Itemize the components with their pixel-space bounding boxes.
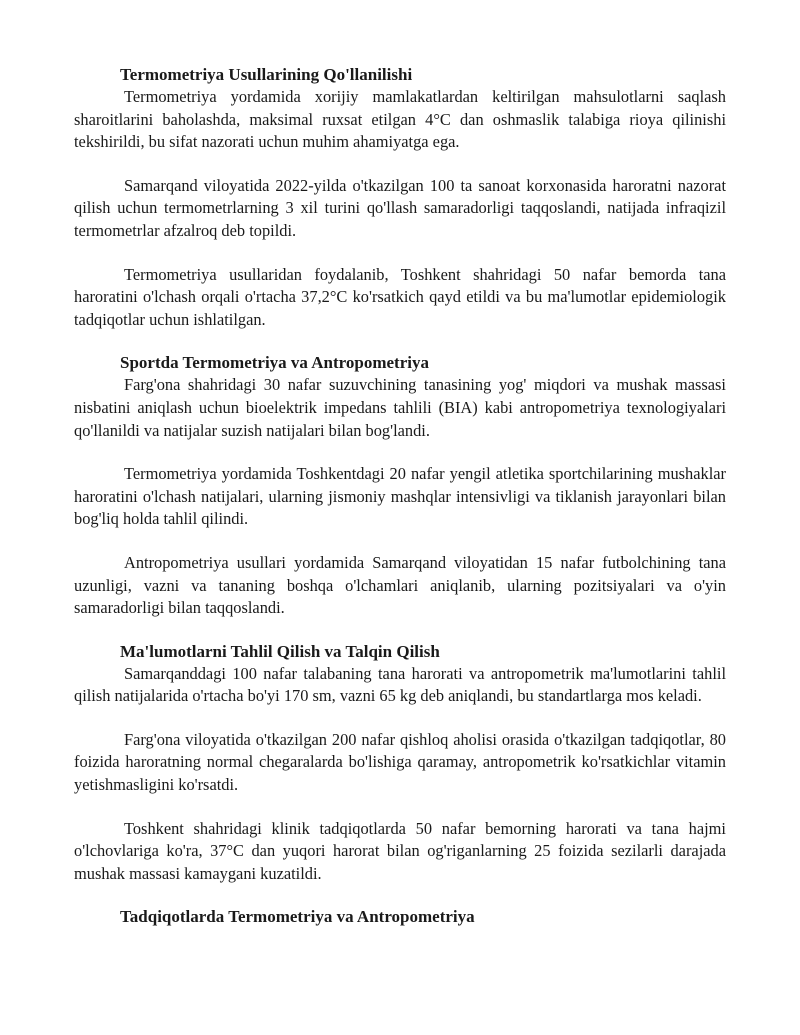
paragraph: Samarqand viloyatida 2022-yilda o'tkazilgan 100 ta sanoat korxonasida haroratni nazorat qilish uchun termometrlarning 3 xil turini qo'llash samaradorligi taqqoslandi, natijada infraqizil termometrlar afzalroq deb topildi. — [74, 175, 726, 240]
paragraph: Farg'ona viloyatida o'tkazilgan 200 nafar qishloq aholisi orasida o'tkazilgan tadqiqotlar, 80 foizida haroratning normal chegaralarda bo'lishiga qaramay, antropometrik ko'rsatkichlar vitamin yetishmasligini ko'rsatdi. — [74, 729, 726, 795]
paragraph: Termometriya usullaridan foydalanib, Toshkent shahridagi 50 nafar bemorda tana haroratini o'lchash orqali o'rtacha 37,2°C ko'rsatkich qayd etildi va bu ma'lumotlar epidemiologik tadqiqotlar uchun ishlatilgan. — [74, 264, 726, 329]
paragraph: Termometriya yordamida Toshkentdagi 20 nafar yengil atletika sportchilarining mushaklar haroratini o'lchash natijalari, ularning jismoniy mashqlar intensivligi va tiklanish jarayonlari bilan bog'liq holda tahlil qilindi. — [74, 464, 726, 529]
paragraph: Termometriya yordamida xorijiy mamlakatlardan keltirilgan mahsulotlarni saqlash sharoitlarini baholashda, maksimal ruxsat etilgan 4°C dan oshmaslik talabiga rioya qilinishi tekshirildi, bu sifat nazorati uchun muhim ahamiyatga ega. — [74, 87, 726, 152]
paragraph: Samarqanddagi 100 nafar talabaning tana harorati va antropometrik ma'lumotlarini tahlil qilish natijalarida o'rtacha bo'yi 170 sm, vazni 65 kg deb aniqlandi, bu standartlarga mos keladi. — [74, 663, 726, 706]
section-heading: Termometriya Usullarining Qo'llanilishi — [120, 65, 413, 84]
paragraph: Farg'ona shahridagi 30 nafar suzuvchining tanasining yog' miqdori va mushak massasi nisbatini aniqlash uchun bioelektrik impedans tahlili (BIA) kabi antropometriya texnologiyalari qo'llanildi va natijalar suzish natijalari bilan bog'landi. — [74, 375, 726, 440]
section-heading: Sportda Termometriya va Antropometriya — [120, 353, 429, 373]
section-heading: Ma'lumotlarni Tahlil Qilish va Talqin Qilish — [120, 641, 440, 661]
paragraph: Toshkent shahridagi klinik tadqiqotlarda 50 nafar bemorning harorati va tana hajmi o'lchovlariga ko'ra, 37°C dan yuqori harorat bilan og'riganlarning 25 foizida sezilarli darajada mushak massasi kamaygani kuzatildi. — [74, 818, 726, 883]
section-heading: Tadqiqotlarda Termometriya va Antropometriya — [120, 907, 475, 927]
paragraph: Antropometriya usullari yordamida Samarqand viloyatidan 15 nafar futbolchining tana uzunligi, vazni va tananing boshqa o'lchamlari aniqlanib, ularning pozitsiyalari va o'yin samaradorligi bilan taqqoslandi. — [74, 552, 726, 618]
